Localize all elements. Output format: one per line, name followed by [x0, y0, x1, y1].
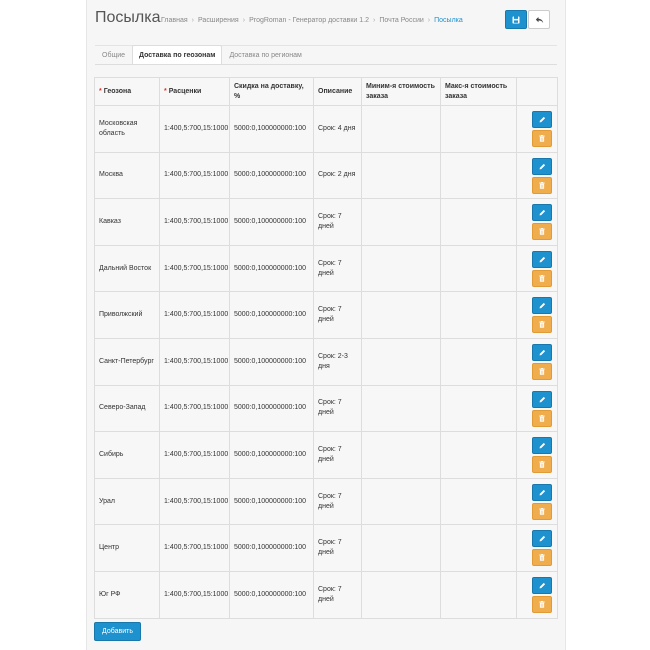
delete-row-button[interactable]	[532, 410, 552, 427]
cell-min-cost	[362, 338, 441, 385]
geozones-table-wrapper	[94, 77, 557, 619]
cell-discount: 5000:0,100000000:100	[230, 478, 314, 525]
cell-min-cost	[362, 106, 441, 153]
cell-description: Срок: 7 дней	[314, 245, 362, 292]
pencil-icon	[539, 489, 546, 496]
save-button[interactable]	[505, 10, 527, 29]
required-marker: *	[164, 87, 167, 95]
breadcrumb-separator: ›	[191, 17, 194, 24]
edit-row-button[interactable]	[532, 530, 552, 547]
cell-min-cost	[362, 525, 441, 572]
column-header-zone-label: Геозона	[103, 87, 132, 95]
cell-actions	[517, 245, 558, 292]
trash-icon	[539, 601, 545, 608]
trash-icon	[539, 415, 545, 422]
pencil-icon	[539, 256, 546, 263]
cell-discount: 5000:0,100000000:100	[230, 199, 314, 246]
trash-icon	[539, 461, 545, 468]
delete-row-button[interactable]	[532, 177, 552, 194]
column-header-actions	[517, 78, 558, 106]
pencil-icon	[539, 396, 546, 403]
cell-rates: 1:400,5:700,15:1000	[160, 478, 230, 525]
cell-min-cost	[362, 432, 441, 479]
content-panel	[86, 0, 566, 650]
trash-icon	[539, 554, 545, 561]
column-header-rates-label: Расценки	[168, 87, 202, 95]
table-row	[95, 152, 558, 199]
cell-max-cost	[441, 385, 517, 432]
cell-rates: 1:400,5:700,15:1000	[160, 199, 230, 246]
tabs-divider	[95, 64, 557, 65]
column-header-discount: Скидка на доставку, %	[230, 78, 314, 106]
cell-actions	[517, 571, 558, 618]
pencil-icon	[539, 349, 546, 356]
column-header-zone	[95, 78, 160, 106]
cell-rates: 1:400,5:700,15:1000	[160, 338, 230, 385]
required-marker: *	[99, 87, 102, 95]
cell-rates: 1:400,5:700,15:1000	[160, 385, 230, 432]
cell-max-cost	[441, 292, 517, 339]
table-row	[95, 199, 558, 246]
trash-icon	[539, 182, 545, 189]
breadcrumb-item-extensions[interactable]: Расширения	[198, 17, 239, 24]
cell-actions	[517, 478, 558, 525]
cell-zone: Сибирь	[95, 432, 160, 479]
edit-row-button[interactable]	[532, 577, 552, 594]
cell-min-cost	[362, 245, 441, 292]
pencil-icon	[539, 442, 546, 449]
delete-row-button[interactable]	[532, 130, 552, 147]
cell-discount: 5000:0,100000000:100	[230, 432, 314, 479]
pencil-icon	[539, 116, 546, 123]
breadcrumb-separator: ›	[427, 17, 431, 24]
cell-max-cost	[441, 478, 517, 525]
add-row-container	[94, 622, 141, 641]
cell-max-cost	[441, 106, 517, 153]
edit-row-button[interactable]	[532, 111, 552, 128]
cell-min-cost	[362, 385, 441, 432]
cell-zone: Северо-Запад	[95, 385, 160, 432]
cell-description: Срок: 7 дней	[314, 199, 362, 246]
cell-description: Срок: 7 дней	[314, 432, 362, 479]
table-header-row	[95, 78, 558, 106]
cell-description: Срок: 7 дней	[314, 571, 362, 618]
cell-rates: 1:400,5:700,15:1000	[160, 525, 230, 572]
cell-discount: 5000:0,100000000:100	[230, 245, 314, 292]
breadcrumb-item-russian-post[interactable]: Почта России	[379, 17, 424, 24]
table-row	[95, 525, 558, 572]
trash-icon	[539, 508, 545, 515]
cell-discount: 5000:0,100000000:100	[230, 385, 314, 432]
cell-rates: 1:400,5:700,15:1000	[160, 432, 230, 479]
cell-description: Срок: 7 дней	[314, 292, 362, 339]
cell-discount: 5000:0,100000000:100	[230, 525, 314, 572]
cell-zone: Дальний Восток	[95, 245, 160, 292]
cell-max-cost	[441, 571, 517, 618]
table-row	[95, 292, 558, 339]
pencil-icon	[539, 582, 546, 589]
cell-rates: 1:400,5:700,15:1000	[160, 571, 230, 618]
cell-discount: 5000:0,100000000:100	[230, 338, 314, 385]
cell-max-cost	[441, 338, 517, 385]
cell-discount: 5000:0,100000000:100	[230, 292, 314, 339]
delete-row-button[interactable]	[532, 456, 552, 473]
table-row	[95, 432, 558, 479]
edit-row-button[interactable]	[532, 251, 552, 268]
cell-max-cost	[441, 152, 517, 199]
cell-description: Срок: 2 дня	[314, 152, 362, 199]
tab-regions[interactable]: Доставка по регионам	[229, 52, 302, 59]
table-row	[95, 478, 558, 525]
delete-row-button[interactable]	[532, 363, 552, 380]
delete-row-button[interactable]	[532, 549, 552, 566]
table-row	[95, 385, 558, 432]
cell-max-cost	[441, 199, 517, 246]
back-button[interactable]	[528, 10, 550, 29]
cell-zone: Приволжский	[95, 292, 160, 339]
cell-actions	[517, 292, 558, 339]
cell-rates: 1:400,5:700,15:1000	[160, 106, 230, 153]
trash-icon	[539, 368, 545, 375]
cell-max-cost	[441, 525, 517, 572]
cell-zone: Центр	[95, 525, 160, 572]
cell-min-cost	[362, 571, 441, 618]
tab-geozones[interactable]: Доставка по геозонам	[132, 45, 222, 64]
edit-row-button[interactable]	[532, 297, 552, 314]
edit-row-button[interactable]	[532, 484, 552, 501]
edit-row-button[interactable]	[532, 158, 552, 175]
cell-rates: 1:400,5:700,15:1000	[160, 292, 230, 339]
delete-row-button[interactable]	[532, 223, 552, 240]
edit-row-button[interactable]	[532, 344, 552, 361]
cell-actions	[517, 432, 558, 479]
column-header-rates	[160, 78, 230, 106]
cell-description: Срок: 4 дня	[314, 106, 362, 153]
tab-general[interactable]: Общие	[102, 52, 126, 59]
cell-rates: 1:400,5:700,15:1000	[160, 245, 230, 292]
cell-zone: Урал	[95, 478, 160, 525]
geozones-table	[94, 77, 558, 619]
cell-min-cost	[362, 478, 441, 525]
breadcrumb-item-module[interactable]: ProgRoman - Генератор доставки 1.2	[249, 17, 369, 24]
delete-row-button[interactable]	[532, 596, 552, 613]
column-header-max-cost: Макс-я стоимость заказа	[441, 78, 517, 106]
cell-min-cost	[362, 199, 441, 246]
breadcrumb-separator: ›	[372, 17, 376, 24]
cell-zone: Санкт-Петербург	[95, 338, 160, 385]
pencil-icon	[539, 535, 546, 542]
cell-zone: Юг РФ	[95, 571, 160, 618]
trash-icon	[539, 275, 545, 282]
breadcrumb-item-home[interactable]: Главная	[161, 17, 188, 24]
trash-icon	[539, 228, 545, 235]
cell-description: Срок: 7 дней	[314, 478, 362, 525]
edit-row-button[interactable]	[532, 437, 552, 454]
delete-row-button[interactable]	[532, 316, 552, 333]
breadcrumb-separator: ›	[242, 17, 246, 24]
cell-zone: Москва	[95, 152, 160, 199]
cell-discount: 5000:0,100000000:100	[230, 571, 314, 618]
cell-discount: 5000:0,100000000:100	[230, 106, 314, 153]
delete-row-button[interactable]	[532, 270, 552, 287]
cell-max-cost	[441, 432, 517, 479]
delete-row-button[interactable]	[532, 503, 552, 520]
table-row	[95, 245, 558, 292]
add-button[interactable]: Добавить	[94, 622, 141, 641]
cell-actions	[517, 152, 558, 199]
page-title: Посылка	[95, 9, 161, 26]
cell-discount: 5000:0,100000000:100	[230, 152, 314, 199]
cell-rates: 1:400,5:700,15:1000	[160, 152, 230, 199]
pencil-icon	[539, 163, 546, 170]
column-header-description: Описание	[314, 78, 362, 106]
cell-actions	[517, 385, 558, 432]
cell-actions	[517, 106, 558, 153]
cell-max-cost	[441, 245, 517, 292]
table-row	[95, 338, 558, 385]
cell-min-cost	[362, 152, 441, 199]
cell-description: Срок: 7 дней	[314, 525, 362, 572]
cell-actions	[517, 525, 558, 572]
edit-row-button[interactable]	[532, 391, 552, 408]
table-row	[95, 106, 558, 153]
pencil-icon	[539, 302, 546, 309]
cell-zone: Московская область	[95, 106, 160, 153]
breadcrumb-item-current[interactable]: Посылка	[434, 17, 463, 24]
cell-actions	[517, 199, 558, 246]
pencil-icon	[539, 209, 546, 216]
cell-zone: Кавказ	[95, 199, 160, 246]
reply-arrow-icon	[535, 16, 544, 24]
floppy-disk-icon	[512, 16, 520, 24]
edit-row-button[interactable]	[532, 204, 552, 221]
column-header-min-cost: Миним-я стоимость заказа	[362, 78, 441, 106]
cell-description: Срок: 7 дней	[314, 385, 362, 432]
cell-description: Срок: 2-3 дня	[314, 338, 362, 385]
trash-icon	[539, 321, 545, 328]
breadcrumb	[161, 17, 463, 24]
table-row	[95, 571, 558, 618]
cell-actions	[517, 338, 558, 385]
tab-bar	[95, 45, 309, 64]
page-header	[95, 9, 557, 35]
trash-icon	[539, 135, 545, 142]
cell-min-cost	[362, 292, 441, 339]
